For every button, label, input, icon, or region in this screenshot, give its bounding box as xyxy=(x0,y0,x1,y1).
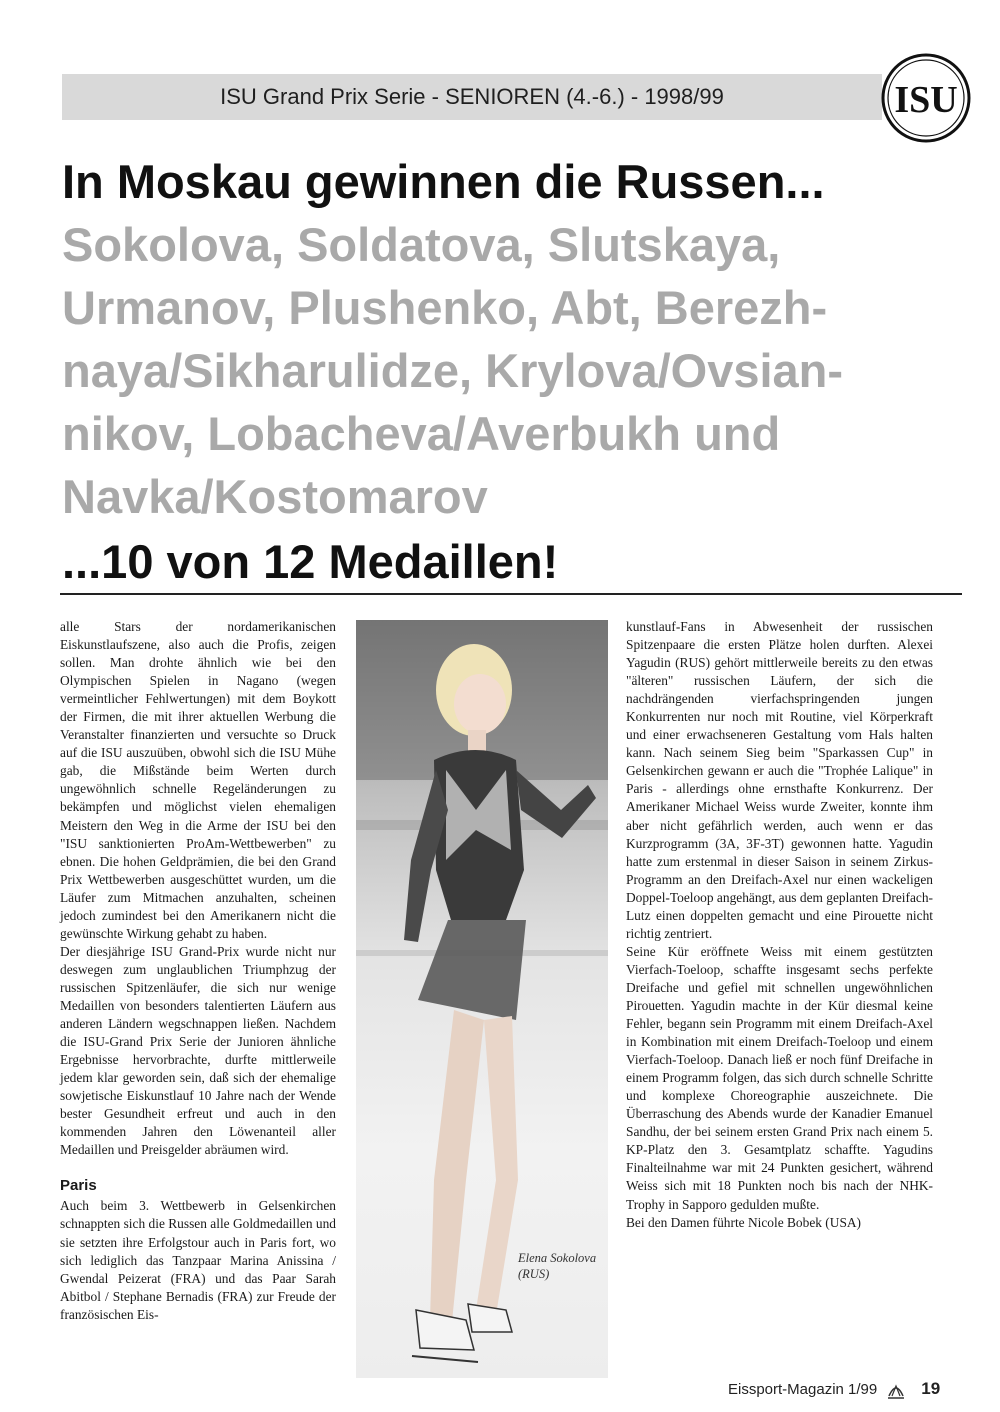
paragraph: Seine Kür eröffnete Weiss mit einem gestützten Vierfach-Toeloop, schaffte insgesamt sechs perfekte Dreifache und gefiel mit schnellen ungewöhnlichen Pirouetten. Yagudin machte in der Kür diesmal keine Fehler, begann sein Programm mit einem Dreifach-Axel in Kombination mit einem Dreifach-Toeloop und einem Vierfach-Toeloop. Danach ließ er noch fünf Dreifache in einem Programm folgen, das sich durch schnelle Schritte und komplexe Choreographie auszeichnete. Die Überraschung des Abends wurde der Kanadier Emanuel Sandhu, der bei seinem ersten Grand Prix nach einem 5. KP-Platz den 3. Gesamtplatz schaffte. Yagudins Finalteilnahme war mit 24 Punkten gesichert, während Weiss sich mit 18 Punkten noch bis nach der NHK-Trophy in Sapporo gedulden mußte. xyxy=(626,943,933,1212)
headline-names-1: Sokolova, Soldatova, Slutskaya, xyxy=(62,218,781,271)
subhead-paris: Paris xyxy=(60,1177,97,1195)
article-column-left xyxy=(60,618,336,1324)
headline-line1: In Moskau gewinnen die Russen... xyxy=(62,155,825,208)
headline xyxy=(62,150,942,593)
caption-country: (RUS) xyxy=(518,1267,550,1281)
magazine-emblem-icon xyxy=(885,1378,907,1400)
series-banner-text: ISU Grand Prix Serie - SENIOREN (4.-6.) - 1998/99 xyxy=(220,84,724,109)
page-number: 19 xyxy=(921,1379,941,1398)
paragraph: kunstlauf-Fans in Abwesenheit der russischen Spitzenpaare die ersten Plätze holen durften. Alexei Yagudin (RUS) gehört mittlerweile bereits zu den etwas "älteren" russischen Läufern, der sich die nachdrängenden vierfachspringenden jungen Konkurrenten nur noch mit Routine, viel Körperkraft und einer erwachseneren Gestaltung vom Hals halten kann. Nach seinem Sieg beim "Sparkassen Cup" in Gelsenkirchen gewann er auch die "Trophée Lalique" in Paris - allerdings ohne ernsthafte Konkurrenz. Der Amerikaner Michael Weiss wurde Zweiter, konnte ihm aber nicht gefährlich werden, auch wenn er das Kurzprogramm (3A, 3F-3T) gewonnen hatte. Yagudin hatte zum erstenmal in dieser Saison in seinem Zirkus-Programm an den Dreifach-Axel nur einen wackeligen Doppel-Toeloop angehängt, aus dem geplanten Dreifach-Lutz einen doppelten gemacht und eine Pirouette nicht richtig zentriert. xyxy=(626,619,933,941)
paragraph: Bei den Damen führte Nicole Bobek (USA) xyxy=(626,1214,862,1230)
series-banner xyxy=(62,74,882,120)
caption-name: Elena Sokolova xyxy=(518,1251,597,1265)
headline-divider xyxy=(60,593,962,595)
photo-caption xyxy=(518,1250,618,1282)
headline-names-2: Urmanov, Plushenko, Abt, Berezh- xyxy=(62,281,828,334)
page-footer xyxy=(728,1378,958,1400)
paragraph: Auch beim 3. Wettbewerb in Gelsenkirchen schnappten sich die Russen alle Goldmedaillen und sie setzten ihre Erfolgstour auch in Paris fort, wo sich lediglich das Tanzpaar Marina Anissina / Gwendal Peizerat (FRA) und das Paar Sarah Abitbol / Stephane Bernadis (FRA) zur Freude der französischen Eis- xyxy=(60,1198,336,1322)
article-column-right xyxy=(626,618,933,1232)
headline-names-3: naya/Sikharulidze, Krylova/Ovsian- xyxy=(62,344,844,397)
headline-names-4: nikov, Lobacheva/Averbukh und xyxy=(62,407,781,460)
magazine-name: Eissport-Magazin 1/99 xyxy=(728,1380,878,1398)
isu-logo-text: ISU xyxy=(894,79,958,121)
headline-names-5: Navka/Kostomarov xyxy=(62,470,488,523)
paragraph: alle Stars der nordamerikanischen Eiskunstlaufszene, also auch die Profis, zeigen sollen. Man drohte ähnlich wie bei den Olympischen Spielen in Nagano (wegen vermeintlicher Fehlwertungen) mit dem Boykott der Firmen, die mit ihrer aktuellen Werbung die Veranstalter finanzierten und versuchte so Druck auf die ISU auszuüben, obwohl sich die ISU Mühe gab, die Mißstände beim Werten durch ungewöhnlich schnelle Regeländerungen zu bekämpfen und möglichst vielen ehemaligen Meistern den Weg in die Arme der ISU bei den "ISU sanktionierten ProAm-Wettbewerben" zu ebnen. Die hohen Geldprämien, die bei den Grand Prix Wettbewerben ausgeschüttet wurden, um die Läufer zum Mitmachen anzuhalten, scheinen jedoch zumindest bei den Amerikanern nicht die gewünschte Wirkung gehabt zu haben. xyxy=(60,619,336,941)
headline-tail: ...10 von 12 Medaillen! xyxy=(62,535,559,588)
paragraph: Der diesjährige ISU Grand-Prix wurde nicht nur deswegen zum unglaublichen Triumphzug der russischen Spitzenläufer, die sich nur wenige Medaillen von besonders talentierten Läufern aus anderen Ländern wegschnappen ließen. Nachdem die ISU-Grand Prix Serie der Junioren ähnliche Ergebnisse hervorbrachte, durfte mittlerweile jedem klar geworden sein, daß sich der ehemalige sowjetische Eiskunstlauf 10 Jahre nach der Wende bester Gesundheit erfreut und auch in den kommenden Jahren den Löwenanteil aller Medaillen und Preisgelder abräumen wird. xyxy=(60,943,336,1158)
isu-logo xyxy=(880,52,972,144)
